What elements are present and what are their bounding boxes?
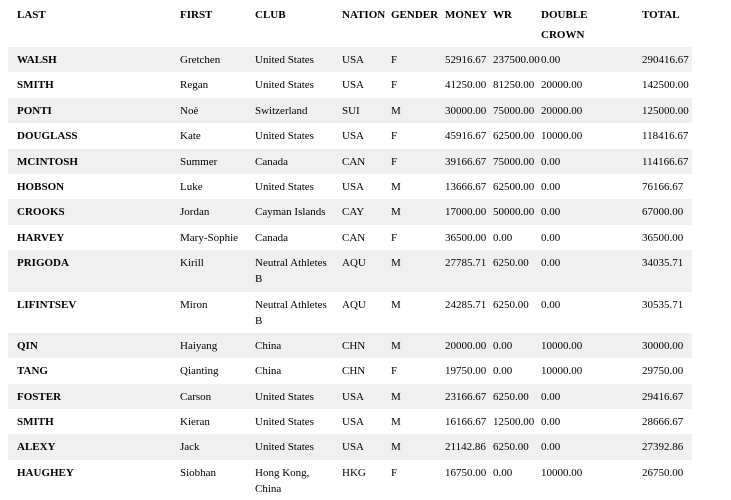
cell-total: 30535.71 <box>642 298 684 311</box>
cell-total: 114166.67 <box>642 149 692 174</box>
cell-double_crown: 10000.00 <box>541 365 583 378</box>
cell-gender: F <box>391 466 398 479</box>
cell-total: 29416.67 <box>642 384 692 409</box>
table-row <box>8 149 692 174</box>
cell-club: Neutral Athletes B <box>255 298 327 327</box>
table-row <box>8 292 692 333</box>
table-row <box>8 460 692 500</box>
cell-first: Kate <box>180 130 201 143</box>
cell-last: PRIGODA <box>8 250 180 291</box>
table-header <box>8 0 692 47</box>
cell-last: HOBSON <box>17 180 65 193</box>
cell-nation: CHN <box>342 333 391 358</box>
column-header-label: TOTAL <box>642 9 680 21</box>
table-row <box>8 384 692 409</box>
cell-last: ALEXY <box>8 434 180 459</box>
table-row <box>8 250 692 291</box>
cell-club: Neutral Athletes B <box>255 250 342 291</box>
column-header-gender <box>391 0 445 47</box>
table-row <box>8 98 692 123</box>
cell-wr: 0.00 <box>493 466 513 479</box>
cell-nation: USA <box>342 384 391 409</box>
cell-gender: M <box>391 416 401 429</box>
cell-total: 29750.00 <box>642 365 684 378</box>
cell-nation: USA <box>342 130 365 143</box>
column-header-money <box>445 0 493 47</box>
cell-last: HAUGHEY <box>17 466 74 479</box>
cell-double_crown: 20000.00 <box>541 98 642 123</box>
cell-nation: CAN <box>342 231 366 244</box>
cell-gender: M <box>391 180 401 193</box>
cell-double_crown: 0.00 <box>541 180 561 193</box>
cell-first: Gretchen <box>180 47 255 72</box>
column-header-total <box>642 0 692 47</box>
cell-last: PONTI <box>8 98 180 123</box>
column-header-label: LAST <box>17 9 46 21</box>
cell-double_crown: 0.00 <box>541 434 642 459</box>
column-header-last <box>8 0 180 47</box>
cell-gender: M <box>391 98 445 123</box>
column-header-label: MONEY <box>445 9 488 21</box>
cell-total: 27392.86 <box>642 434 692 459</box>
cell-wr: 6250.00 <box>493 250 541 291</box>
cell-club: United States <box>255 79 314 92</box>
column-header-label-line2: CROWN <box>541 29 585 41</box>
header-row <box>8 0 692 47</box>
cell-total: 125000.00 <box>642 98 692 123</box>
cell-first: Jordan <box>180 199 255 224</box>
column-header-wr <box>493 0 541 47</box>
cell-money: 45916.67 <box>445 130 487 143</box>
cell-double_crown: 0.00 <box>541 47 642 72</box>
cell-gender: M <box>391 250 445 291</box>
cell-wr: 0.00 <box>493 333 541 358</box>
cell-nation: CHN <box>342 365 366 378</box>
cell-first: Kieran <box>180 416 210 429</box>
cell-wr: 75000.00 <box>493 98 541 123</box>
cell-first: Carson <box>180 384 255 409</box>
cell-first: Mary-Sophie <box>180 231 239 244</box>
cell-wr: 12500.00 <box>493 416 535 429</box>
column-header-label: WR <box>493 9 512 21</box>
cell-club: United States <box>255 130 314 143</box>
cell-first: Kirill <box>180 250 255 291</box>
cell-last: FOSTER <box>8 384 180 409</box>
column-header-label: CLUB <box>255 9 286 21</box>
cell-club: Canada <box>255 231 288 244</box>
cell-first: Noè <box>180 98 255 123</box>
cell-club: United States <box>255 180 314 193</box>
table-row <box>8 434 692 459</box>
table-row <box>8 199 692 224</box>
cell-gender: M <box>391 199 445 224</box>
table-row <box>8 123 692 148</box>
cell-money: 41250.00 <box>445 79 487 92</box>
cell-total: 30000.00 <box>642 333 692 358</box>
cell-first: Regan <box>180 79 209 92</box>
cell-double_crown: 20000.00 <box>541 79 583 92</box>
cell-total: 76166.67 <box>642 180 684 193</box>
table-row <box>8 333 692 358</box>
cell-wr: 62500.00 <box>493 130 535 143</box>
cell-club: United States <box>255 384 342 409</box>
cell-nation: HKG <box>342 466 366 479</box>
cell-money: 39166.67 <box>445 149 493 174</box>
table-row <box>8 358 692 383</box>
cell-money: 36500.00 <box>445 231 487 244</box>
cell-club: United States <box>255 416 314 429</box>
cell-total: 118416.67 <box>642 130 689 143</box>
cell-money: 13666.67 <box>445 180 487 193</box>
cell-double_crown: 0.00 <box>541 416 561 429</box>
cell-first: Luke <box>180 180 203 193</box>
cell-club: Switzerland <box>255 98 342 123</box>
cell-double_crown: 0.00 <box>541 298 561 311</box>
cell-first: Summer <box>180 149 255 174</box>
cell-wr: 50000.00 <box>493 199 541 224</box>
cell-wr: 81250.00 <box>493 79 535 92</box>
cell-gender: M <box>391 434 445 459</box>
cell-last: MCINTOSH <box>8 149 180 174</box>
cell-wr: 0.00 <box>493 365 513 378</box>
table-row <box>8 47 692 72</box>
cell-club: United States <box>255 47 342 72</box>
cell-first: Haiyang <box>180 333 255 358</box>
cell-double_crown: 0.00 <box>541 231 561 244</box>
cell-double_crown: 0.00 <box>541 199 642 224</box>
cell-wr: 0.00 <box>493 231 513 244</box>
cell-money: 20000.00 <box>445 333 493 358</box>
cell-money: 27785.71 <box>445 250 493 291</box>
cell-club: China <box>255 365 282 378</box>
cell-money: 17000.00 <box>445 199 493 224</box>
cell-club: United States <box>255 434 342 459</box>
table-row <box>8 72 692 97</box>
cell-last: SMITH <box>17 416 54 429</box>
cell-money: 19750.00 <box>445 365 487 378</box>
cell-club: Hong Kong, China <box>255 466 310 495</box>
cell-wr: 75000.00 <box>493 149 541 174</box>
column-header-label: FIRST <box>180 9 213 21</box>
cell-money: 23166.67 <box>445 384 493 409</box>
cell-wr: 237500.00 <box>493 47 541 72</box>
cell-last: HARVEY <box>17 231 65 244</box>
cell-nation: USA <box>342 47 391 72</box>
cell-money: 24285.71 <box>445 298 487 311</box>
column-header-double_crown <box>541 0 642 47</box>
cell-gender: F <box>391 47 445 72</box>
cell-double_crown: 0.00 <box>541 250 642 291</box>
cell-money: 16750.00 <box>445 466 487 479</box>
cell-first: Siobhan <box>180 466 217 479</box>
cell-money: 21142.86 <box>445 434 493 459</box>
cell-nation: AQU <box>342 298 366 311</box>
cell-total: 67000.00 <box>642 199 692 224</box>
cell-gender: M <box>391 384 445 409</box>
standings-table <box>8 0 692 500</box>
cell-last: WALSH <box>8 47 180 72</box>
cell-club: China <box>255 333 342 358</box>
cell-double_crown: 0.00 <box>541 384 642 409</box>
cell-wr: 6250.00 <box>493 384 541 409</box>
cell-money: 52916.67 <box>445 47 493 72</box>
cell-wr: 6250.00 <box>493 434 541 459</box>
cell-nation: SUI <box>342 98 391 123</box>
column-header-club <box>255 0 342 47</box>
cell-last: TANG <box>17 365 48 378</box>
cell-total: 26750.00 <box>642 466 684 479</box>
cell-gender: F <box>391 149 445 174</box>
cell-last: SMITH <box>17 79 54 92</box>
cell-gender: M <box>391 333 445 358</box>
cell-money: 30000.00 <box>445 98 493 123</box>
cell-club: Canada <box>255 149 342 174</box>
cell-gender: F <box>391 365 398 378</box>
cell-total: 142500.00 <box>642 79 689 92</box>
cell-last: CROOKS <box>8 199 180 224</box>
cell-money: 16166.67 <box>445 416 487 429</box>
cell-last: QIN <box>8 333 180 358</box>
cell-double_crown: 10000.00 <box>541 130 583 143</box>
column-header-label: DOUBLE <box>541 9 588 21</box>
cell-last: DOUGLASS <box>17 130 78 143</box>
table-body <box>8 47 692 500</box>
column-header-label: GENDER <box>391 9 439 21</box>
cell-nation: USA <box>342 180 365 193</box>
cell-wr: 6250.00 <box>493 298 529 311</box>
cell-total: 34035.71 <box>642 250 692 291</box>
cell-double_crown: 10000.00 <box>541 333 642 358</box>
cell-gender: F <box>391 79 398 92</box>
table-row <box>8 174 692 199</box>
cell-club: Cayman Islands <box>255 199 342 224</box>
cell-nation: USA <box>342 416 365 429</box>
cell-gender: M <box>391 298 401 311</box>
cell-total: 36500.00 <box>642 231 684 244</box>
cell-gender: F <box>391 130 398 143</box>
cell-total: 28666.67 <box>642 416 684 429</box>
table-row <box>8 409 692 434</box>
cell-nation: CAY <box>342 199 391 224</box>
cell-gender: F <box>391 231 398 244</box>
table-row <box>8 225 692 250</box>
cell-double_crown: 0.00 <box>541 149 642 174</box>
column-header-label: NATION <box>342 9 386 21</box>
cell-nation: USA <box>342 434 391 459</box>
cell-first: Miron <box>180 298 208 311</box>
column-header-nation <box>342 0 391 47</box>
cell-nation: AQU <box>342 250 391 291</box>
cell-nation: USA <box>342 79 365 92</box>
cell-last: LIFINTSEV <box>17 298 77 311</box>
cell-wr: 62500.00 <box>493 180 535 193</box>
cell-nation: CAN <box>342 149 391 174</box>
cell-double_crown: 10000.00 <box>541 466 583 479</box>
cell-total: 290416.67 <box>642 47 692 72</box>
column-header-first <box>180 0 255 47</box>
cell-first: Jack <box>180 434 255 459</box>
cell-first: Qianting <box>180 365 219 378</box>
